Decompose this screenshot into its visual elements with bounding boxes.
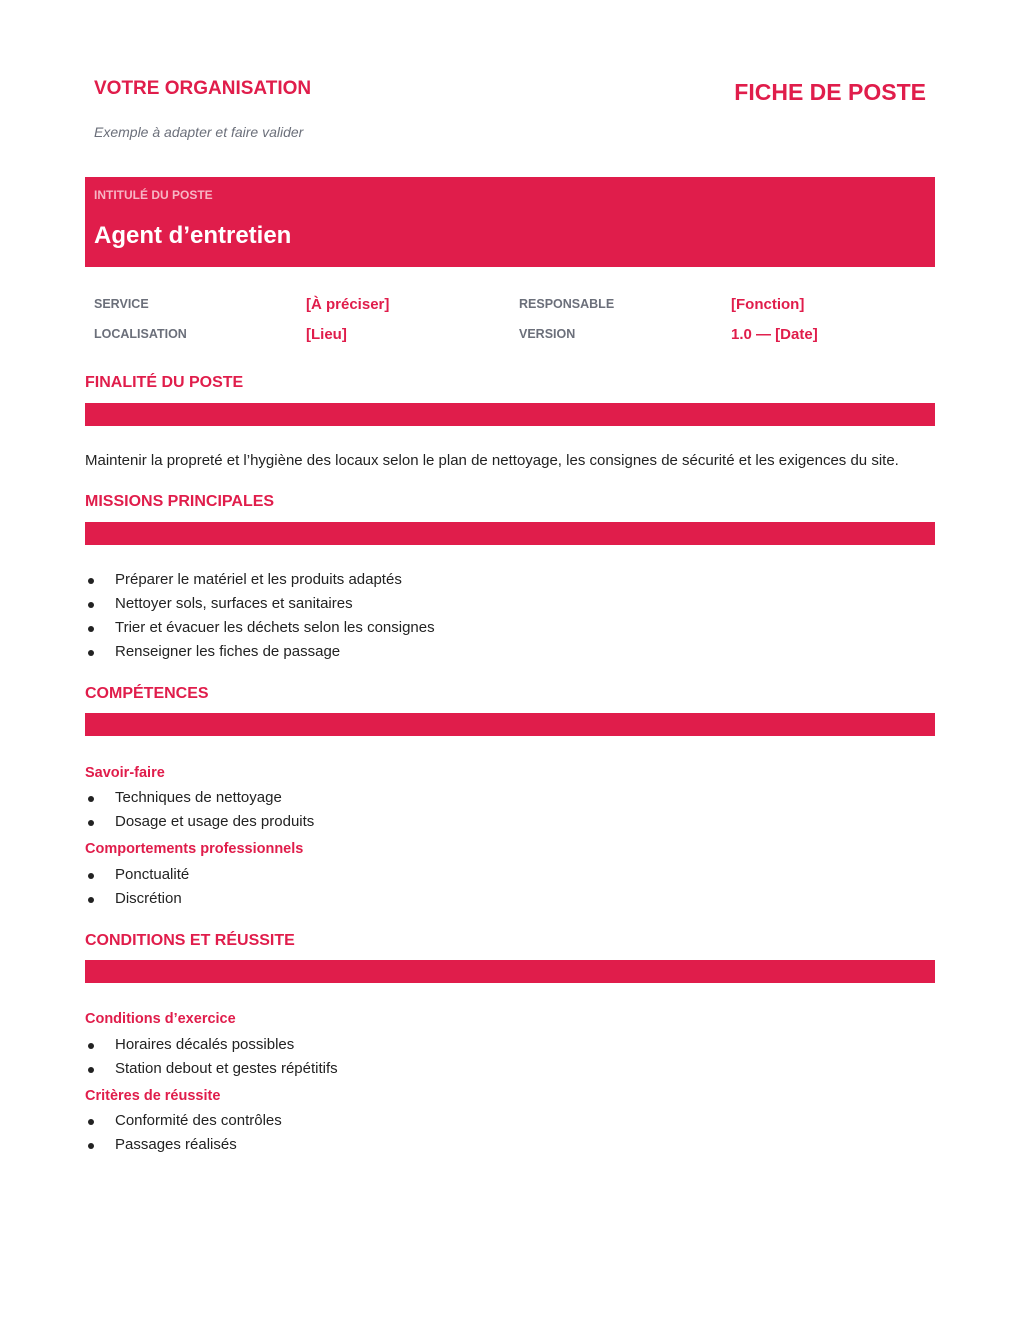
list-item: Passages réalisés [85, 1133, 282, 1157]
bullet-icon [88, 820, 94, 826]
list-item: Techniques de nettoyage [85, 786, 314, 810]
list-item: Nettoyer sols, surfaces et sanitaires [85, 592, 435, 616]
localisation-value: [Lieu] [306, 326, 347, 343]
missions-divider-bar [85, 522, 935, 545]
localisation-label: LOCALISATION [94, 327, 187, 341]
conditions-heading: CONDITIONS ET RÉUSSITE [85, 932, 295, 949]
bullet-icon [88, 1119, 94, 1125]
service-label: SERVICE [94, 297, 149, 311]
bullet-icon [88, 1143, 94, 1149]
finalite-heading: FINALITÉ DU POSTE [85, 374, 244, 391]
conditions-exercice-list [85, 1033, 338, 1081]
service-value: [À préciser] [306, 296, 390, 313]
missions-list [85, 568, 435, 664]
template-note: Exemple à adapter et faire valider [94, 124, 304, 140]
finalite-text: Maintenir la propreté et l’hygiène des locaux selon le plan de nettoyage, les consignes de sécurité et les exigences du site. [85, 452, 899, 469]
organization-name: VOTRE ORGANISATION [94, 78, 312, 99]
list-item: Renseigner les fiches de passage [85, 640, 435, 664]
job-title-banner [85, 177, 935, 267]
version-label: VERSION [519, 327, 576, 341]
criteres-list [85, 1109, 282, 1157]
bullet-icon [88, 578, 94, 584]
savoir-faire-title: Savoir-faire [85, 765, 165, 781]
version-value: 1.0 — [Date] [731, 326, 818, 343]
responsable-value: [Fonction] [731, 296, 805, 313]
document-title: FICHE DE POSTE [734, 79, 926, 105]
job-title-label: INTITULÉ DU POSTE [94, 188, 213, 202]
list-item: Discrétion [85, 887, 189, 911]
finalite-divider-bar [85, 403, 935, 426]
list-item: Ponctualité [85, 863, 189, 887]
bullet-icon [88, 1043, 94, 1049]
job-title: Agent d’entretien [94, 222, 292, 249]
responsable-label: RESPONSABLE [519, 297, 615, 311]
list-item: Horaires décalés possibles [85, 1033, 338, 1057]
comportements-title: Comportements professionnels [85, 841, 304, 857]
bullet-icon [88, 796, 94, 802]
bullet-icon [88, 897, 94, 903]
list-item: Dosage et usage des produits [85, 810, 314, 834]
criteres-title: Critères de réussite [85, 1088, 221, 1104]
list-item: Conformité des contrôles [85, 1109, 282, 1133]
comportements-list [85, 863, 189, 911]
bullet-icon [88, 873, 94, 879]
bullet-icon [88, 626, 94, 632]
competences-heading: COMPÉTENCES [85, 685, 209, 702]
missions-heading: MISSIONS PRINCIPALES [85, 493, 275, 510]
bullet-icon [88, 602, 94, 608]
list-item: Station debout et gestes répétitifs [85, 1057, 338, 1081]
list-item: Trier et évacuer les déchets selon les consignes [85, 616, 435, 640]
bullet-icon [88, 650, 94, 656]
conditions-exercice-title: Conditions d’exercice [85, 1011, 236, 1027]
bullet-icon [88, 1067, 94, 1073]
savoir-faire-list [85, 786, 314, 834]
conditions-divider-bar [85, 960, 935, 983]
list-item: Préparer le matériel et les produits adaptés [85, 568, 435, 592]
competences-divider-bar [85, 713, 935, 736]
